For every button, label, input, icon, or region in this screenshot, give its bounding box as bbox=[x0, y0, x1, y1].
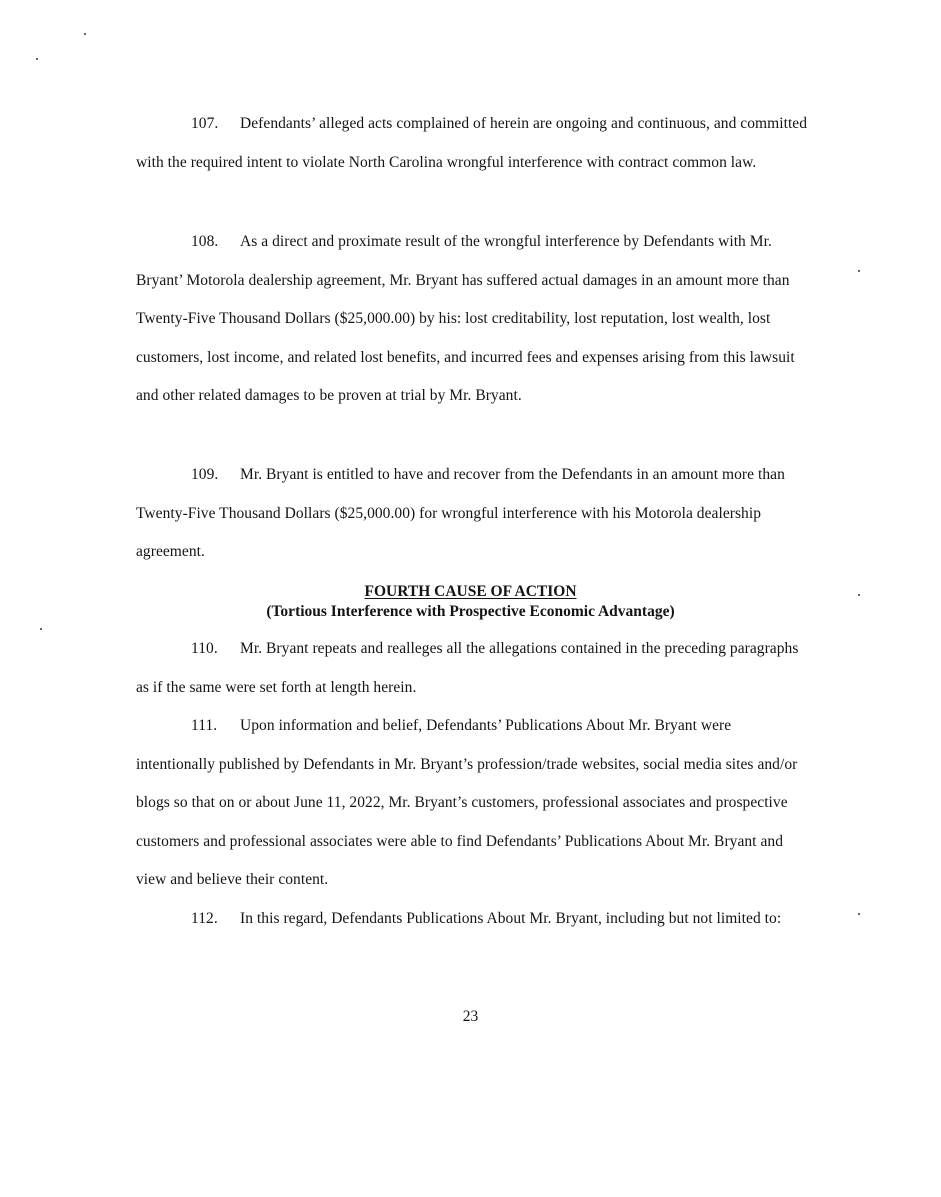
paragraph-112 bbox=[136, 900, 812, 939]
scan-speck bbox=[858, 270, 860, 272]
paragraph-number: 110. bbox=[191, 640, 218, 657]
paragraph-text: Defendants’ alleged acts complained of herein are ongoing and continuous, and committed with the required intent to violate North Carolina wrongful interference with contract common law. bbox=[136, 115, 808, 171]
paragraph-number: 107. bbox=[191, 115, 219, 132]
paragraph-text: Mr. Bryant repeats and realleges all the allegations contained in the preceding paragraphs as if the same were set forth at length herein. bbox=[136, 640, 799, 696]
paragraph-number: 111. bbox=[191, 717, 218, 734]
paragraph-number: 112. bbox=[191, 910, 218, 927]
paragraph-text: Mr. Bryant is entitled to have and recover from the Defendants in an amount more than Twenty-Five Thousand Dollars ($25,000.00) for wrongful interference with his Motorola dealership agreement. bbox=[136, 466, 785, 561]
scan-speck bbox=[858, 913, 860, 915]
scan-speck bbox=[40, 628, 42, 630]
section-heading bbox=[0, 582, 941, 622]
section-heading-subtitle: (Tortious Interference with Prospective Economic Advantage) bbox=[266, 603, 675, 620]
page-number: 23 bbox=[462, 1008, 479, 1025]
paragraph-110 bbox=[136, 630, 812, 707]
paragraph-108 bbox=[136, 223, 812, 416]
paragraph-text: Upon information and belief, Defendants’ Publications About Mr. Bryant were intentionally published by Defendants in Mr. Bryant’s profession/trade websites, social media sites and/or blogs so that on or about June 11, 2022, Mr. Bryant’s customers, professional associates and prospective customers and professional associates were able to find Defendants’ Publications About Mr. Bryant and view and believe their content. bbox=[136, 717, 798, 889]
paragraph-number: 108. bbox=[191, 233, 219, 250]
scan-speck bbox=[36, 58, 38, 60]
scan-speck bbox=[84, 33, 86, 35]
paragraph-109 bbox=[136, 456, 812, 572]
section-heading-title: FOURTH CAUSE OF ACTION bbox=[364, 583, 577, 600]
paragraph-text: As a direct and proximate result of the wrongful interference by Defendants with Mr. Bryant’ Motorola dealership agreement, Mr. Bryant has suffered actual damages in an amount more than Twenty-Five Thousand Dollars ($25,000.00) by his: lost creditability, lost reputation, lost wealth, lost customers, lost income, and related lost benefits, and incurred fees and expenses arising from this lawsuit and other related damages to be proven at trial by Mr. Bryant. bbox=[136, 233, 795, 405]
paragraph-111 bbox=[136, 707, 812, 900]
paragraph-text: In this regard, Defendants Publications About Mr. Bryant, including but not limited to: bbox=[240, 910, 782, 927]
paragraph-number: 109. bbox=[191, 466, 219, 483]
paragraph-107 bbox=[136, 105, 812, 182]
